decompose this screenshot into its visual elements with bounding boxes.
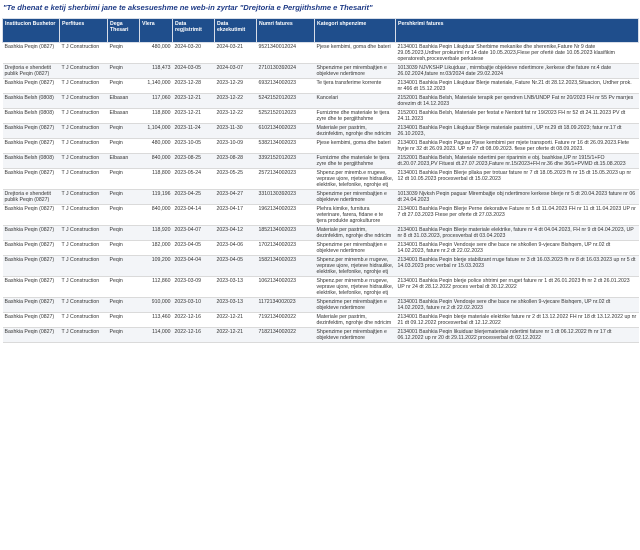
invoice-number-cell: 1852134002023 — [257, 226, 315, 241]
institution-cell: Bashkia Peqin (0827) — [3, 43, 60, 64]
expense-category-cell: Te tjera transferime korrente — [315, 79, 396, 94]
amount-cell: 182,000 — [140, 241, 173, 256]
expense-category-cell: Pjese kembimi, goma dhe bateri — [315, 139, 396, 154]
invoice-description-cell: 2134001 Bashkia Peqin Blerje pllaka per trotuar fature nr 7 dt 18.05.2023 fh nr 15 dt 15.05.2023 up nr 12 dt 10.05.2023 procesverbal dt 15.02.2023 — [396, 169, 639, 190]
institution-cell: Bashkia Peqin (0827) — [3, 169, 60, 190]
institution-cell: Bashkia Belsh (0808) — [3, 154, 60, 169]
invoice-description-cell: 2134001 Bashkia Peqin blerje stabilizant rruge fature nr 3 dt 16.03.2023 fh nr 8 dt 16.03.2023 up nr 5 dt 14.03.2023 proc verbal nr 15.03.2023 — [396, 256, 639, 277]
expense-category-cell: Shpenz.per mirremb.e rrugeve, veprave ujore, rrjeteve hidraulike, elektrike, telefonike, ngrohje etj — [315, 256, 396, 277]
institution-cell: Bashkia Peqin (0827) — [3, 139, 60, 154]
table-row — [3, 43, 639, 64]
institution-cell: Bashkia Peqin (0827) — [3, 205, 60, 226]
invoice-description-cell: 2134001 Bashkia Peqin Blerje Perne dekorative Fature nr 5 dt 11.04.2023 FH nr 11 dt 11.04.2023 UP nr 7 dt 27.03.2023 Ftese per oferte dt 27.03.2023 — [396, 205, 639, 226]
institution-cell: Bashkia Peqin (0827) — [3, 241, 60, 256]
registration-date-cell: 2023-05-24 — [173, 169, 215, 190]
institution-cell: Bashkia Belsh (0808) — [3, 109, 60, 124]
expense-category-cell: Shpenzime per mirembajtjen e objekteve ndertimore — [315, 64, 396, 79]
beneficiary-cell: T J Construction — [60, 328, 108, 343]
amount-cell: 109,200 — [140, 256, 173, 277]
invoice-description-cell: 2134001 Bashkia Peqin Vendosje sere dhe bace ne shkollen 9-vjecare Bishqem, UP nr.02 dt 14.02.2023, fature nr.2 dt 22.02.2023 — [396, 241, 639, 256]
invoice-number-cell: 5242152012023 — [257, 94, 315, 109]
table-body — [3, 43, 639, 343]
execution-date-cell: 2023-12-22 — [215, 109, 257, 124]
invoice-description-cell: 2152001 Bashkia Belsh, Materiale terapik per qendren LNB/UNDP Fat nr 20/2023 FH nr 55 Pv marrjes dorezim dt 14.12.2023 — [396, 94, 639, 109]
invoice-description-cell: 2152001 Bashkia Belsh, Materiale per festat e Nentorit fat nr 19/2023 FH nr 52 dt 24.11.2023 PV dt 24.11.2023 — [396, 109, 639, 124]
beneficiary-cell: T J Construction — [60, 277, 108, 298]
invoice-number-cell: 7192134002022 — [257, 313, 315, 328]
amount-cell: 1,104,000 — [140, 124, 173, 139]
invoice-number-cell: 1062134002023 — [257, 277, 315, 298]
col-treasury-branch-header: Dega Thesari — [108, 19, 140, 43]
beneficiary-cell: T J Construction — [60, 226, 108, 241]
treasury-branch-cell: Peqin — [108, 328, 140, 343]
institution-cell: Bashkia Belsh (0808) — [3, 94, 60, 109]
execution-date-cell: 2022-12-21 — [215, 328, 257, 343]
table-row — [3, 205, 639, 226]
expense-category-cell: Shpenz.per mirremb.e rrugeve, veprave ujore, rrjeteve hidraulike, elektrike, telefonike, ngrohje etj — [315, 277, 396, 298]
registration-date-cell: 2024-03-05 — [173, 64, 215, 79]
table-row — [3, 298, 639, 313]
treasury-branch-cell: Peqin — [108, 226, 140, 241]
registration-date-cell: 2023-04-04 — [173, 256, 215, 277]
amount-cell: 480,000 — [140, 43, 173, 64]
treasury-branch-cell: Peqin — [108, 256, 140, 277]
registration-date-cell: 2023-04-07 — [173, 226, 215, 241]
registration-date-cell: 2023-04-05 — [173, 241, 215, 256]
execution-date-cell: 2023-04-12 — [215, 226, 257, 241]
invoice-description-cell: 1013039 Njvksh Peqin paguar Mirembajtje obj ndertimore kerkese blerje nr 5 dt 20.04.2023 fature nr 06 dt 24.04.2023 — [396, 190, 639, 205]
table-row — [3, 109, 639, 124]
registration-date-cell: 2022-12-16 — [173, 313, 215, 328]
expense-category-cell: Plehra kimike, furnitura veterinare, farera, fidane e te tjera produkte agrokulturore — [315, 205, 396, 226]
treasury-branch-cell: Peqin — [108, 313, 140, 328]
registration-date-cell: 2023-12-28 — [173, 79, 215, 94]
expense-category-cell: Shpenzime per mirembajtjen e objekteve ndertimore — [315, 298, 396, 313]
beneficiary-cell: T J Construction — [60, 124, 108, 139]
execution-date-cell: 2023-05-25 — [215, 169, 257, 190]
expense-category-cell: Shpenzime per mirembajtjen e objekteve ndertimore — [315, 190, 396, 205]
expense-category-cell: Materiale per pastrim, dezinfektim, ngrohje dhe ndricim — [315, 226, 396, 241]
header-row — [3, 19, 639, 43]
amount-cell: 119,196 — [140, 190, 173, 205]
registration-date-cell: 2023-03-10 — [173, 298, 215, 313]
beneficiary-cell: T J Construction — [60, 154, 108, 169]
registration-date-cell: 2023-03-09 — [173, 277, 215, 298]
beneficiary-cell: T J Construction — [60, 109, 108, 124]
col-amount-header: Vlera — [140, 19, 173, 43]
invoice-description-cell: 2134001 Bashkia Peqin blerje materiale elektrike fature nr 2 dt 13.12.2022 FH nr 18 dt 13.12.2022 up nr 21 dt 09.12.2022 procesverbal dt 12.12.2022 — [396, 313, 639, 328]
invoice-description-cell: 2134001 Bashkia Peqin Likujduar Sherbime mekanike dhe sherenike,Fature Nr 9 date 29.05.2023,Urdher prokurimi nr 14 date 10.05.2023,Flese per ofertë date 10.05.2023 klasifikim operatoresh,procesverbale perkatese — [396, 43, 639, 64]
treasury-branch-cell: Peqin — [108, 169, 140, 190]
execution-date-cell: 2023-03-13 — [215, 277, 257, 298]
invoice-number-cell: 2710130392024 — [257, 64, 315, 79]
beneficiary-cell: T J Construction — [60, 190, 108, 205]
table-row — [3, 94, 639, 109]
col-execution-date-header: Data ekzekutimit — [215, 19, 257, 43]
invoice-number-cell: 5252152012023 — [257, 109, 315, 124]
beneficiary-cell: T J Construction — [60, 298, 108, 313]
invoice-description-cell: 2134001 Bashkia Peqin Blerje materiale elektrike, fature nr 4 dt 04.04.2023, FH nr 9 dt 04.04.2023, UP nr 8 dt 31.03.2023, procesverbal dt 03.04.2023 — [396, 226, 639, 241]
registration-date-cell: 2023-10-05 — [173, 139, 215, 154]
execution-date-cell: 2023-04-27 — [215, 190, 257, 205]
table-row — [3, 139, 639, 154]
treasury-branch-cell: Peqin — [108, 139, 140, 154]
beneficiary-cell: T J Construction — [60, 313, 108, 328]
treasury-branch-cell: Peqin — [108, 277, 140, 298]
table-row — [3, 169, 639, 190]
amount-cell: 118,473 — [140, 64, 173, 79]
amount-cell: 118,800 — [140, 109, 173, 124]
table-row — [3, 313, 639, 328]
table-row — [3, 124, 639, 139]
execution-date-cell: 2024-03-07 — [215, 64, 257, 79]
beneficiary-cell: T J Construction — [60, 94, 108, 109]
treasury-branch-cell: Peqin — [108, 298, 140, 313]
amount-cell: 117,060 — [140, 94, 173, 109]
expense-category-cell: Shpenzime per mirembajtjen e objekteve ndertimore — [315, 241, 396, 256]
table-row — [3, 190, 639, 205]
execution-date-cell: 2023-11-30 — [215, 124, 257, 139]
invoice-number-cell: 1702134002023 — [257, 241, 315, 256]
table-row — [3, 277, 639, 298]
col-expense-category-header: Kategori shpenzime — [315, 19, 396, 43]
institution-cell: Bashkia Peqin (0827) — [3, 256, 60, 277]
expense-category-cell: Shpenz.per miremb.e rrugeve, veprave ujore, rrjeteve hidraulike, elektrike, telefonike, ngrohje etj — [315, 169, 396, 190]
amount-cell: 1,140,000 — [140, 79, 173, 94]
beneficiary-cell: T J Construction — [60, 79, 108, 94]
invoice-number-cell: 3392152012023 — [257, 154, 315, 169]
invoice-description-cell: 1013039 NJVKSHP Likujduar , mirmbajtje objekteve ndertimore ,kerkese dhe fature nr.4 date 26.02.2024,fature nr.03/2024 date 29.02.2024 — [396, 64, 639, 79]
institution-cell: Drejtoria e shendetit publik Peqin (0827) — [3, 190, 60, 205]
beneficiary-cell: T J Construction — [60, 43, 108, 64]
beneficiary-cell: T J Construction — [60, 64, 108, 79]
treasury-branch-cell: Peqin — [108, 205, 140, 226]
amount-cell: 910,000 — [140, 298, 173, 313]
execution-date-cell: 2023-04-06 — [215, 241, 257, 256]
invoice-description-cell: 2134001 Bashkia Peqin likuiduar blerjemateriale ndertimi fature nr 1 dt 06.12.2022 fh nr 17 dt 06.12.2022 up nr 20 dt 29.11.2022 procesverbal dt 02.12.2022 — [396, 328, 639, 343]
execution-date-cell: 2024-03-21 — [215, 43, 257, 64]
table-row — [3, 241, 639, 256]
beneficiary-cell: T J Construction — [60, 205, 108, 226]
col-invoice-description-header: Pershkrimi fatures — [396, 19, 639, 43]
treasury-branch-cell: Peqin — [108, 43, 140, 64]
invoice-number-cell: 1962134002023 — [257, 205, 315, 226]
institution-cell: Bashkia Peqin (0827) — [3, 124, 60, 139]
beneficiary-cell: T J Construction — [60, 169, 108, 190]
treasury-branch-cell: Elbasan — [108, 154, 140, 169]
table-row — [3, 154, 639, 169]
institution-cell: Bashkia Peqin (0827) — [3, 79, 60, 94]
invoice-description-cell: 2134001 Bashkia Peqin Likujduar Blerje materiale pastrimi , UP nr.29 dt 18.09.2023; fatur nr.17 dt 26.10.2023, — [396, 124, 639, 139]
execution-date-cell: 2023-04-05 — [215, 256, 257, 277]
invoice-description-cell: 2134001 Bashkia Peqin Paguar Pjese kembimi per mjete transporti. Fature nr 16 dt 26.09.2023.Flete hyrje nr 32 dt 26.09.2023. UP nr 27 dt 08.09.2023. flese per oferte dt 08.09.2023. — [396, 139, 639, 154]
invoice-description-cell: 2152001 Bashkia Belsh, Materiale ndertimi per riparimin e obj. bashkise,UP nr 1915/1+FO dt.20.07.2023,PV Fituesi dt.27.07.2023,Fature nr.15/2023+FH nr.36 dhe 36/1+PVMD dt.15.08.2023 — [396, 154, 639, 169]
table-row — [3, 328, 639, 343]
expenditure-table — [2, 18, 639, 343]
invoice-number-cell: 7182134002022 — [257, 328, 315, 343]
registration-date-cell: 2023-12-21 — [173, 109, 215, 124]
amount-cell: 113,460 — [140, 313, 173, 328]
institution-cell: Bashkia Peqin (0827) — [3, 328, 60, 343]
execution-date-cell: 2023-12-22 — [215, 94, 257, 109]
amount-cell: 840,000 — [140, 205, 173, 226]
treasury-branch-cell: Peqin — [108, 79, 140, 94]
invoice-number-cell: 5382134002023 — [257, 139, 315, 154]
institution-cell: Drejtoria e shendetit publik Peqin (0827) — [3, 64, 60, 79]
table-header — [3, 19, 639, 43]
expense-category-cell: Materiale per pastrim, dezinfektim, ngrohje dhe ndricim — [315, 124, 396, 139]
invoice-number-cell: 9521340012024 — [257, 43, 315, 64]
amount-cell: 118,920 — [140, 226, 173, 241]
execution-date-cell: 2023-12-29 — [215, 79, 257, 94]
expense-category-cell: Shpenzime per mirembajtjen e objekteve ndertimore — [315, 328, 396, 343]
treasury-branch-cell: Peqin — [108, 241, 140, 256]
table-row — [3, 79, 639, 94]
treasury-branch-cell: Elbasan — [108, 109, 140, 124]
col-institution-header: Institucion Buxhetor — [3, 19, 60, 43]
table-row — [3, 226, 639, 241]
col-beneficiary-header: Perfitues — [60, 19, 108, 43]
invoice-description-cell: 2134001 Bashkia Peqin blerje police shtrimi per rruget fature nr 1 dt 26.01.2023 fh nr 2 dt 26.01.2023 UP nr 24 dt 28.12.2022 proces verbal dt 30.12.2022 — [396, 277, 639, 298]
beneficiary-cell: T J Construction — [60, 256, 108, 277]
treasury-branch-cell: Elbasan — [108, 94, 140, 109]
expense-category-cell: Pjese kembimi, goma dhe bateri — [315, 43, 396, 64]
execution-date-cell: 2023-03-13 — [215, 298, 257, 313]
invoice-number-cell: 1172134002023 — [257, 298, 315, 313]
treasury-branch-cell: Peqin — [108, 124, 140, 139]
invoice-description-cell: 2134001 Bashkia Peqin Vendosje sere dhe bace ne shkollen 9-vjecare Bishqem, UP nr.02 dt 14.02.2023, fature nr.2 dt 22.02.2023 — [396, 298, 639, 313]
col-invoice-number-header: Numri fatures — [257, 19, 315, 43]
registration-date-cell: 2024-03-20 — [173, 43, 215, 64]
institution-cell: Bashkia Peqin (0827) — [3, 313, 60, 328]
table-row — [3, 256, 639, 277]
invoice-number-cell: 6932134002023 — [257, 79, 315, 94]
institution-cell: Bashkia Peqin (0827) — [3, 298, 60, 313]
beneficiary-cell: T J Construction — [60, 241, 108, 256]
execution-date-cell: 2022-12-21 — [215, 313, 257, 328]
expense-category-cell: Materiale per pastrim, dezinfektim, ngrohje dhe ndricim — [315, 313, 396, 328]
amount-cell: 118,800 — [140, 169, 173, 190]
institution-cell: Bashkia Peqin (0827) — [3, 226, 60, 241]
registration-date-cell: 2023-11-24 — [173, 124, 215, 139]
execution-date-cell: 2023-10-09 — [215, 139, 257, 154]
amount-cell: 112,860 — [140, 277, 173, 298]
amount-cell: 114,000 — [140, 328, 173, 343]
registration-date-cell: 2023-04-25 — [173, 190, 215, 205]
table-row — [3, 64, 639, 79]
amount-cell: 840,000 — [140, 154, 173, 169]
registration-date-cell: 2023-12-21 — [173, 94, 215, 109]
invoice-number-cell: 6102134002023 — [257, 124, 315, 139]
col-registration-date-header: Data regjistrimit — [173, 19, 215, 43]
expense-category-cell: Furnizime dhe materiale te tjera zyre dhe te pergjithshme — [315, 154, 396, 169]
treasury-branch-cell: Peqin — [108, 190, 140, 205]
execution-date-cell: 2023-08-28 — [215, 154, 257, 169]
invoice-number-cell: 3310130392023 — [257, 190, 315, 205]
beneficiary-cell: T J Construction — [60, 139, 108, 154]
invoice-number-cell: 2572134002023 — [257, 169, 315, 190]
invoice-description-cell: 2134001 Bashkia Peqin Likujduar Blerje materiale, Fature Nr.21 dt 28.12.2023,Situacion, Urdher prok. nr 466 dt 15.12.2023 — [396, 79, 639, 94]
treasury-branch-cell: Peqin — [108, 64, 140, 79]
amount-cell: 480,000 — [140, 139, 173, 154]
institution-cell: Bashkia Peqin (0827) — [3, 277, 60, 298]
registration-date-cell: 2023-04-14 — [173, 205, 215, 226]
expense-category-cell: Furnizime dhe materiale te tjera zyre dhe te pergjithshme — [315, 109, 396, 124]
expense-category-cell: Kancelari — [315, 94, 396, 109]
invoice-number-cell: 1582134002023 — [257, 256, 315, 277]
execution-date-cell: 2023-04-17 — [215, 205, 257, 226]
registration-date-cell: 2023-08-25 — [173, 154, 215, 169]
registration-date-cell: 2022-12-16 — [173, 328, 215, 343]
page-caption: "Te dhenat e ketij sherbimi jane te aksesueshme ne web-in zyrtar "Drejtoria e Pergjithshme e Thesarit" — [3, 3, 373, 12]
